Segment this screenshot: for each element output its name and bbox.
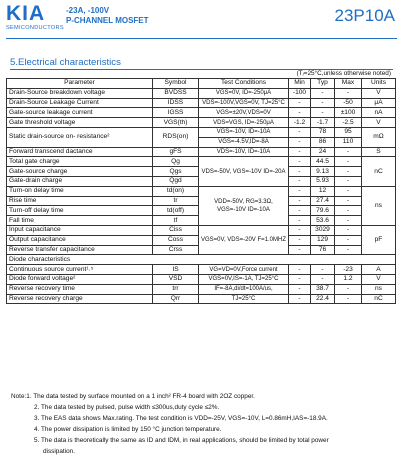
min-cell: - <box>289 294 311 304</box>
min-cell: - <box>289 127 311 137</box>
table-row <box>7 98 396 108</box>
symbol-cell: IDSS <box>153 98 199 108</box>
table-row <box>7 284 396 294</box>
typ-cell: - <box>311 98 335 108</box>
max-cell: - <box>335 88 362 98</box>
table-row <box>7 88 396 98</box>
typ-cell: - <box>311 274 335 284</box>
logo-text: KIA <box>6 2 46 25</box>
symbol-cell: VGS(th) <box>153 118 199 128</box>
typ-cell: - <box>311 88 335 98</box>
max-cell: - <box>335 225 362 235</box>
table-row <box>7 157 396 167</box>
table-row <box>7 147 396 157</box>
param-cell: Gate-source leakage current <box>7 108 153 118</box>
min-cell: - <box>289 147 311 157</box>
max-cell: - <box>335 167 362 177</box>
table-row <box>7 186 396 196</box>
symbol-cell: VSD <box>153 274 199 284</box>
max-cell: -2.5 <box>335 118 362 128</box>
symbol-cell: Ciss <box>153 225 199 235</box>
part-number: 23P10A <box>334 6 395 25</box>
condition-cell: VDS=-100V,VGS=0V, TJ=25°C <box>199 98 289 108</box>
symbol-cell: Qrr <box>153 294 199 304</box>
unit-cell: μA <box>362 98 396 108</box>
unit-cell: A <box>362 265 396 275</box>
condition-cell: VGS=0V, VDS=-20V F=1.0MHZ <box>199 225 289 254</box>
header-max: Max <box>335 79 362 89</box>
table-row <box>7 118 396 128</box>
unit-cell: mΩ <box>362 127 396 147</box>
table-row <box>7 265 396 275</box>
condition-cell: VDS=VGS, ID=-250μA <box>199 118 289 128</box>
min-cell: - <box>289 108 311 118</box>
unit-cell: nA <box>362 108 396 118</box>
symbol-cell: td(on) <box>153 186 199 196</box>
header-units: Units <box>362 79 396 89</box>
diode-section-heading: Diode characteristics <box>7 255 396 265</box>
max-cell: -50 <box>335 98 362 108</box>
note-2: 2. The data tested by pulsed, pulse width ≤300us,duty cycle ≤2%. <box>34 404 220 411</box>
min-cell: - <box>289 265 311 275</box>
table-row <box>7 294 396 304</box>
max-cell: - <box>335 284 362 294</box>
part-description <box>66 6 149 25</box>
param-cell: Gate threshold voltage <box>7 118 153 128</box>
symbol-cell: trr <box>153 284 199 294</box>
min-cell: - <box>289 216 311 226</box>
condition-cell: VGS=0V, ID=-250μA <box>199 88 289 98</box>
max-cell: - <box>335 294 362 304</box>
max-cell: - <box>335 176 362 186</box>
max-cell: -23 <box>335 265 362 275</box>
unit-cell: ns <box>362 186 396 225</box>
symbol-cell: Coss <box>153 235 199 245</box>
typ-cell: 27.4 <box>311 196 335 206</box>
header-test-conditions: Test Conditions <box>199 79 289 89</box>
condition-cell: IF=-8A,di/dt=100A/us, <box>199 284 289 294</box>
param-cell: Gate-source charge <box>7 167 153 177</box>
device-type: P-CHANNEL MOSFET <box>66 15 149 25</box>
max-cell: - <box>335 157 362 167</box>
unit-cell: V <box>362 274 396 284</box>
param-cell: Forward transcend dactance <box>7 147 153 157</box>
unit-cell: pF <box>362 225 396 254</box>
param-cell: Turn-on delay time <box>7 186 153 196</box>
min-cell: - <box>289 206 311 216</box>
param-cell: Fall time <box>7 216 153 226</box>
param-cell: Total gate charge <box>7 157 153 167</box>
param-cell: Drain-Source Leakage Current <box>7 98 153 108</box>
max-cell: - <box>335 245 362 255</box>
min-cell: - <box>289 274 311 284</box>
temperature-note: (Tⱼ=25°C,unless otherwise noted) <box>296 70 391 77</box>
min-cell: - <box>289 235 311 245</box>
unit-cell: nC <box>362 157 396 186</box>
table-header-row <box>7 79 396 89</box>
param-cell: Drain-Source breakdown voltage <box>7 88 153 98</box>
param-cell: Gate-drain charge <box>7 176 153 186</box>
typ-cell: 3029 <box>311 225 335 235</box>
condition-cell: VGS=-10V, ID=-10A <box>199 127 289 137</box>
typ-cell: 79.6 <box>311 206 335 216</box>
param-cell: Static drain-source on- resistance² <box>7 127 153 147</box>
typ-cell: 5.93 <box>311 176 335 186</box>
symbol-cell: tf <box>153 216 199 226</box>
symbol-cell: BVDSS <box>153 88 199 98</box>
condition-cell: VDS=-10V, ID=-10A <box>199 147 289 157</box>
symbol-cell: Qg <box>153 157 199 167</box>
symbol-cell: gFS <box>153 147 199 157</box>
param-cell: Output capacitance <box>7 235 153 245</box>
condition-cell: TJ=25°C <box>199 294 289 304</box>
min-cell: - <box>289 284 311 294</box>
rating-line: -23A, -100V <box>66 6 110 15</box>
param-cell: Reverse recovery time <box>7 284 153 294</box>
table-row <box>7 255 396 265</box>
min-cell: - <box>289 186 311 196</box>
min-cell: - <box>289 245 311 255</box>
symbol-cell: RDS(on) <box>153 127 199 147</box>
note-3: 3. The EAS data shows Max.rating. The test condition is VDD=-25V, VGS=-10V, L=0.86mH,IAS=-18.9A. <box>34 415 328 422</box>
max-cell: ±100 <box>335 108 362 118</box>
header-parameter: Parameter <box>7 79 153 89</box>
unit-cell: V <box>362 118 396 128</box>
electrical-characteristics-table <box>6 78 396 304</box>
param-cell: Diode forward voltage² <box>7 274 153 284</box>
min-cell: -100 <box>289 88 311 98</box>
typ-cell: 38.7 <box>311 284 335 294</box>
notes-block <box>11 391 395 457</box>
max-cell: 1.2 <box>335 274 362 284</box>
typ-cell: 9.13 <box>311 167 335 177</box>
table-row <box>7 108 396 118</box>
unit-cell: nC <box>362 294 396 304</box>
max-cell: - <box>335 196 362 206</box>
typ-cell: 129 <box>311 235 335 245</box>
note-4: 4. The power dissipation is limited by 150 °C junction temperature. <box>34 426 222 433</box>
symbol-cell: tr <box>153 196 199 206</box>
unit-cell: S <box>362 147 396 157</box>
header-typ: Typ <box>311 79 335 89</box>
condition-cell: VDS=-50V, VGS=-10V ID=-20A <box>199 157 289 186</box>
symbol-cell: Crss <box>153 245 199 255</box>
note-5: 5. The data is theoretically the same as ID and IDM, in real applications, should be limited by total power <box>34 437 329 444</box>
max-cell: 110 <box>335 137 362 147</box>
condition-cell: VDD=-50V, RG=3.3Ω, VGS=-10V ID=-10A <box>199 186 289 225</box>
max-cell: 95 <box>335 127 362 137</box>
typ-cell: 78 <box>311 127 335 137</box>
max-cell: - <box>335 206 362 216</box>
table-row <box>7 274 396 284</box>
typ-cell: 12 <box>311 186 335 196</box>
min-cell: - <box>289 137 311 147</box>
symbol-cell: IGSS <box>153 108 199 118</box>
condition-cell: VGS=±20V,VDS=0V <box>199 108 289 118</box>
max-cell: - <box>335 235 362 245</box>
note-5-continued: dissipation. <box>43 448 75 455</box>
typ-cell: - <box>311 108 335 118</box>
condition-cell: VG=VD=0V,Force current <box>199 265 289 275</box>
typ-cell: 44.5 <box>311 157 335 167</box>
min-cell: - <box>289 196 311 206</box>
max-cell: - <box>335 216 362 226</box>
min-cell: - <box>289 176 311 186</box>
typ-cell: - <box>311 265 335 275</box>
section-title: 5.Electrical characteristics <box>10 57 121 68</box>
min-cell: - <box>289 225 311 235</box>
min-cell: - <box>289 167 311 177</box>
symbol-cell: Qgs <box>153 167 199 177</box>
typ-cell: 53.6 <box>311 216 335 226</box>
param-cell: Reverse transfer capacitance <box>7 245 153 255</box>
typ-cell: 86 <box>311 137 335 147</box>
param-cell: Continuous source current¹˒⁵ <box>7 265 153 275</box>
condition-cell: VGS=-4.5V,ID=-8A <box>199 137 289 147</box>
param-cell: Reverse recovery charge <box>7 294 153 304</box>
company-logo <box>6 4 64 31</box>
param-cell: Input capacitance <box>7 225 153 235</box>
header-divider <box>6 38 397 39</box>
typ-cell: 24 <box>311 147 335 157</box>
logo-subtext: SEMICONDUCTORS <box>6 25 64 31</box>
symbol-cell: Qgd <box>153 176 199 186</box>
symbol-cell: td(off) <box>153 206 199 216</box>
param-cell: Turn-off delay time <box>7 206 153 216</box>
header-symbol: Symbol <box>153 79 199 89</box>
header-min: Min <box>289 79 311 89</box>
min-cell: -1.2 <box>289 118 311 128</box>
unit-cell: V <box>362 88 396 98</box>
max-cell: - <box>335 186 362 196</box>
symbol-cell: IS <box>153 265 199 275</box>
typ-cell: -1.7 <box>311 118 335 128</box>
table-row <box>7 225 396 235</box>
typ-cell: 76 <box>311 245 335 255</box>
param-cell: Rise time <box>7 196 153 206</box>
condition-cell: VGS=0V,IS=-1A, TJ=25°C <box>199 274 289 284</box>
typ-cell: 22.4 <box>311 294 335 304</box>
max-cell: - <box>335 147 362 157</box>
table-row <box>7 127 396 137</box>
unit-cell: ns <box>362 284 396 294</box>
min-cell: - <box>289 98 311 108</box>
note-1: Note:1. The data tested by surface mounted on a 1 inch² FR-4 board with 2OZ copper. <box>11 393 255 400</box>
min-cell: - <box>289 157 311 167</box>
